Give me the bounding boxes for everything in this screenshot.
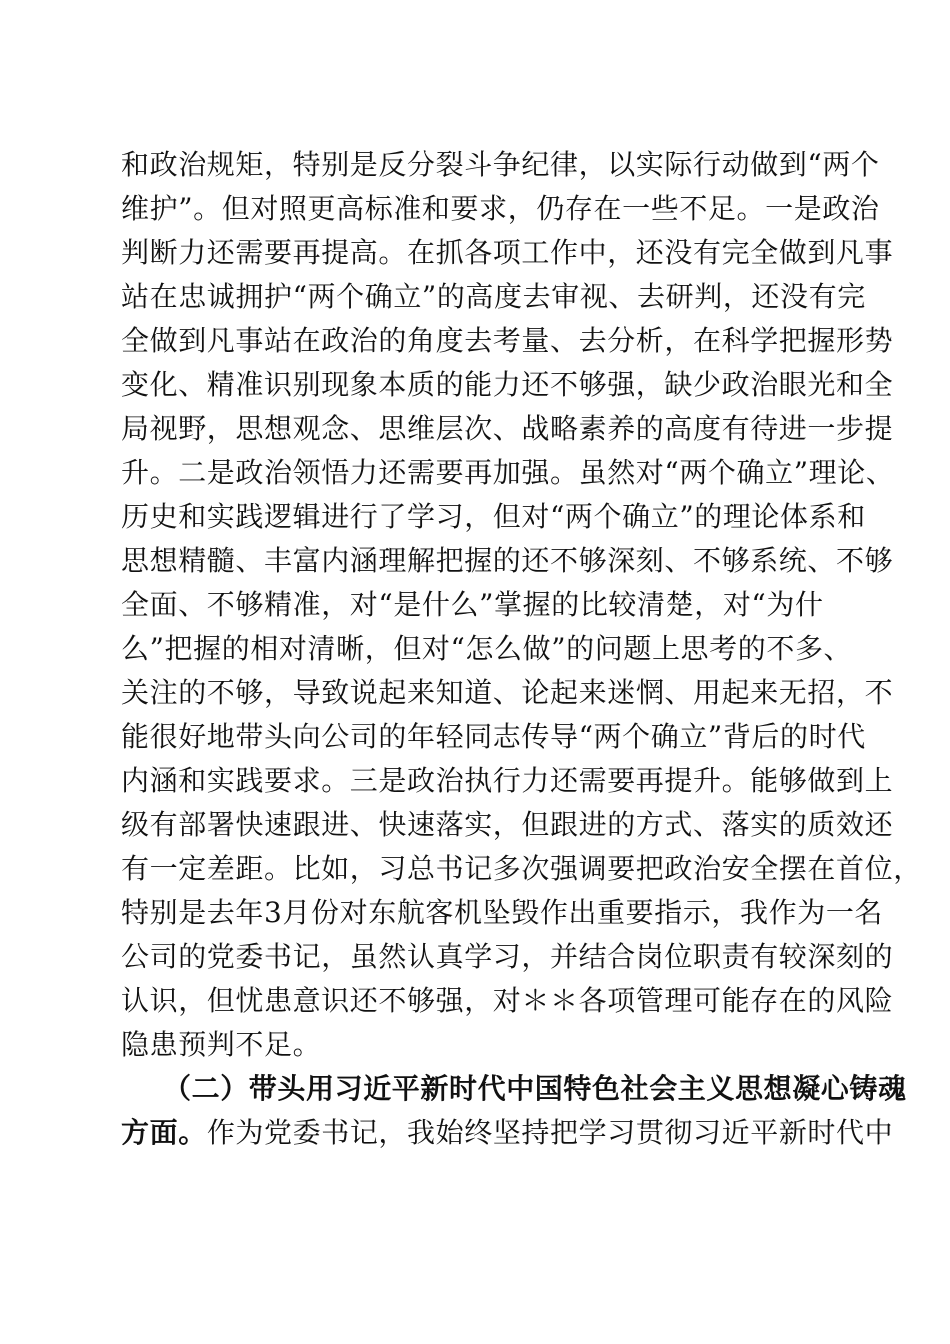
- body-text-line: 关注的不够，导致说起来知道、论起来迷惘、用起来无招，不: [121, 676, 894, 709]
- section-heading: （二）带头用习近平新时代中国特色社会主义思想凝心铸魂: [163, 1072, 907, 1105]
- body-text-line: 变化、精准识别现象本质的能力还不够强，缺少政治眼光和全: [121, 368, 894, 401]
- body-text-line: 能很好地带头向公司的年轻同志传导“两个确立”背后的时代: [121, 720, 866, 753]
- body-text-line: 有一定差距。比如，习总书记多次强调要把政治安全摆在首位，: [121, 852, 922, 885]
- body-text-line: 升。二是政治领悟力还需要再加强。虽然对“两个确立”理论、: [121, 456, 895, 489]
- body-text-line: 特别是去年3月份对东航客机坠毁作出重要指示，我作为一名: [121, 896, 884, 929]
- body-text-line: 公司的党委书记，虽然认真学习，并结合岗位职责有较深刻的: [121, 940, 894, 973]
- body-text-line: 全做到凡事站在政治的角度去考量、去分析，在科学把握形势: [121, 324, 894, 357]
- body-text-line: 认识，但忧患意识还不够强，对＊＊各项管理可能存在的风险: [121, 984, 894, 1017]
- body-text-line: 维护”。但对照更高标准和要求，仍存在一些不足。一是政治: [121, 192, 880, 225]
- body-text-line: 么”把握的相对清晰，但对“怎么做”的问题上思考的不多、: [121, 632, 853, 665]
- section-heading-tail: 方面。: [121, 1116, 207, 1149]
- body-text-line: 历史和实践逻辑进行了学习，但对“两个确立”的理论体系和: [121, 500, 866, 533]
- section-body-text: 作为党委书记，我始终坚持把学习贯彻习近平新时代中: [206, 1116, 894, 1149]
- body-text-line: 站在忠诚拥护“两个确立”的高度去审视、去研判，还没有完: [121, 280, 866, 313]
- body-text-line: 隐患预判不足。: [121, 1028, 322, 1061]
- body-text-line: 级有部署快速跟进、快速落实，但跟进的方式、落实的质效还: [121, 808, 894, 841]
- body-text-line: 思想精髓、丰富内涵理解把握的还不够深刻、不够系统、不够: [121, 544, 894, 577]
- body-text-line: 局视野，思想观念、思维层次、战略素养的高度有待进一步提: [121, 412, 894, 445]
- body-text-line: 内涵和实践要求。三是政治执行力还需要再提升。能够做到上: [121, 764, 894, 797]
- section-heading-continuation: [121, 1115, 894, 1151]
- body-text-line: 全面、不够精准，对“是什么”掌握的比较清楚，对“为什: [121, 588, 824, 621]
- body-text-line: 和政治规矩，特别是反分裂斗争纪律，以实际行动做到“两个: [121, 148, 880, 181]
- body-text-line: 判断力还需要再提高。在抓各项工作中，还没有完全做到凡事: [121, 236, 894, 269]
